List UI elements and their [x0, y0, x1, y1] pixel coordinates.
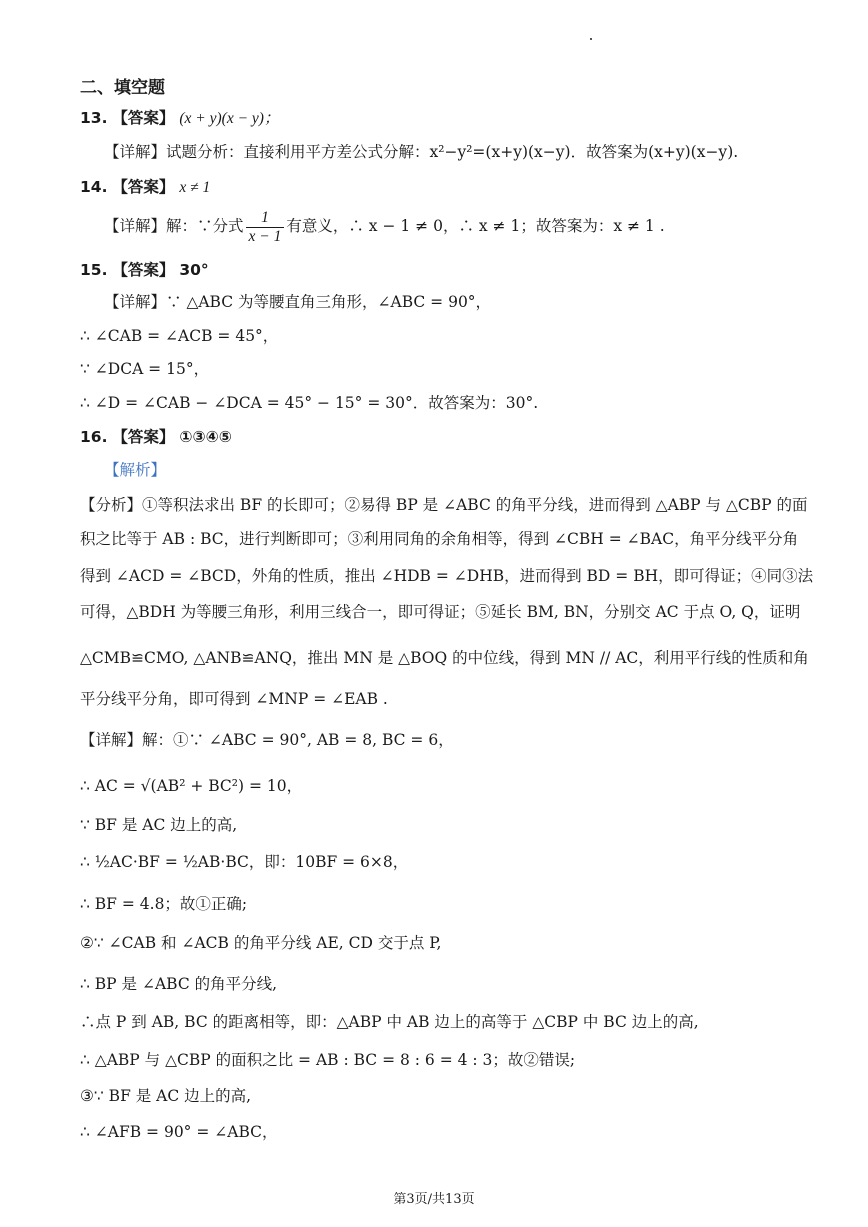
q13-answer-line	[80, 107, 279, 130]
q16-detail-line-7: ∴ BP 是 ∠ABC 的角平分线,	[80, 975, 278, 993]
section-title: 二、填空题	[80, 78, 165, 98]
q16-detail-line-6: ②∵ ∠CAB 和 ∠ACB 的角平分线 AE, CD 交于点 P,	[80, 934, 442, 952]
q15-detail-line-1	[104, 291, 491, 313]
scan-dot	[590, 38, 592, 40]
q16-analysis-line-5: △CMB≌CMO, △ANB≌ANQ，推出 MN 是 △BOQ 的中位线，得到 MN // AC，利用平行线的性质和角	[80, 649, 809, 667]
q15-detail-text-1: ∵ △ABC 为等腰直角三角形，∠ABC = 90°，	[166, 293, 492, 311]
q15-answer-line	[80, 259, 209, 281]
q14-answer: x ≠ 1	[179, 179, 211, 196]
q16-analysis-line-1: 【分析】①等积法求出 BF 的长即可；②易得 BP 是 ∠ABC 的角平分线，进而得到 △ABP 与 △CBP 的面	[80, 496, 808, 514]
q15-detail-line-4: ∴ ∠D = ∠CAB − ∠DCA = 45° − 15° = 30°．故答案为：30°.	[80, 394, 539, 412]
q13-detail-tag: 【详解】	[104, 143, 167, 161]
q14-detail-pre: 解：∵分式	[166, 217, 244, 235]
q16-answer-tag: 【答案】	[112, 428, 175, 446]
q14-detail-post: 有意义，∴ x − 1 ≠ 0，∴ x ≠ 1；故答案为：x ≠ 1 .	[286, 217, 665, 235]
q16-analysis-tag: 【解析】	[104, 461, 167, 479]
q14-detail-tag: 【详解】	[104, 217, 167, 235]
q15-detail-line-3: ∵ ∠DCA = 15°，	[80, 360, 210, 378]
q16-detail-line-4: ∴ ½AC·BF = ½AB·BC，即：10BF = 6×8，	[80, 853, 409, 871]
q16-number: 16.	[80, 428, 108, 446]
q15-number: 15.	[80, 261, 108, 279]
q13-number: 13.	[80, 109, 108, 127]
q14-answer-line	[80, 176, 210, 199]
q16-answer: ①③④⑤	[179, 428, 232, 446]
q16-detail-line-5: ∴ BF = 4.8；故①正确;	[80, 895, 248, 913]
q16-answer-line	[80, 426, 232, 448]
q14-answer-tag: 【答案】	[112, 178, 175, 196]
q16-analysis-line-2: 积之比等于 AB : BC，进行判断即可；③利用同角的余角相等，得到 ∠CBH = ∠BAC，角平分线平分角	[80, 530, 799, 548]
page-footer: 第3页/共13页	[393, 1192, 475, 1207]
q15-detail-tag: 【详解】	[104, 293, 167, 311]
q14-number: 14.	[80, 178, 108, 196]
q13-detail: 试题分析：直接利用平方差公式分解：x²−y²=(x+y)(x−y)．故答案为(x+y)(x−y).	[166, 143, 739, 161]
q14-fraction	[246, 209, 285, 246]
q14-detail-line	[104, 207, 665, 246]
q16-analysis-line-6: 平分线平分角，即可得到 ∠MNP = ∠EAB .	[80, 690, 388, 708]
q15-detail-line-2: ∴ ∠CAB = ∠ACB = 45°，	[80, 327, 279, 345]
q14-frac-numerator: 1	[246, 209, 285, 228]
q16-analysis-line-3: 得到 ∠ACD = ∠BCD，外角的性质，推出 ∠HDB = ∠DHB，进而得到 BD = BH，即可得证；④同③法	[80, 567, 814, 585]
q16-analysis-line-4: 可得，△BDH 为等腰三角形，利用三线合一，即可得证；⑤延长 BM, BN，分别交 AC 于点 O, Q，证明	[80, 603, 801, 621]
q16-detail-line-2: ∴ AC = √(AB² + BC²) = 10，	[80, 777, 303, 795]
q15-answer-tag: 【答案】	[112, 261, 175, 279]
q16-detail-line-9: ∴ △ABP 与 △CBP 的面积之比 = AB : BC = 8 : 6 = 4 : 3；故②错误;	[80, 1051, 576, 1069]
q16-detail-line-3: ∵ BF 是 AC 边上的高,	[80, 816, 238, 834]
q15-answer: 30°	[179, 261, 209, 279]
q13-detail-line	[104, 141, 738, 163]
q13-answer-tag: 【答案】	[112, 109, 175, 127]
q16-detail-line-8: ∴点 P 到 AB, BC 的距离相等，即：△ABP 中 AB 边上的高等于 △CBP 中 BC 边上的高,	[80, 1013, 699, 1031]
q16-detail-line-1: 【详解】解：①∵ ∠ABC = 90°, AB = 8, BC = 6，	[80, 731, 454, 749]
q14-frac-denominator: x − 1	[248, 227, 282, 245]
q16-detail-line-11: ∴ ∠AFB = 90° = ∠ABC，	[80, 1123, 278, 1141]
q16-detail-line-10: ③∵ BF 是 AC 边上的高,	[80, 1087, 252, 1105]
q13-answer: (x + y)(x − y)；	[179, 110, 280, 127]
